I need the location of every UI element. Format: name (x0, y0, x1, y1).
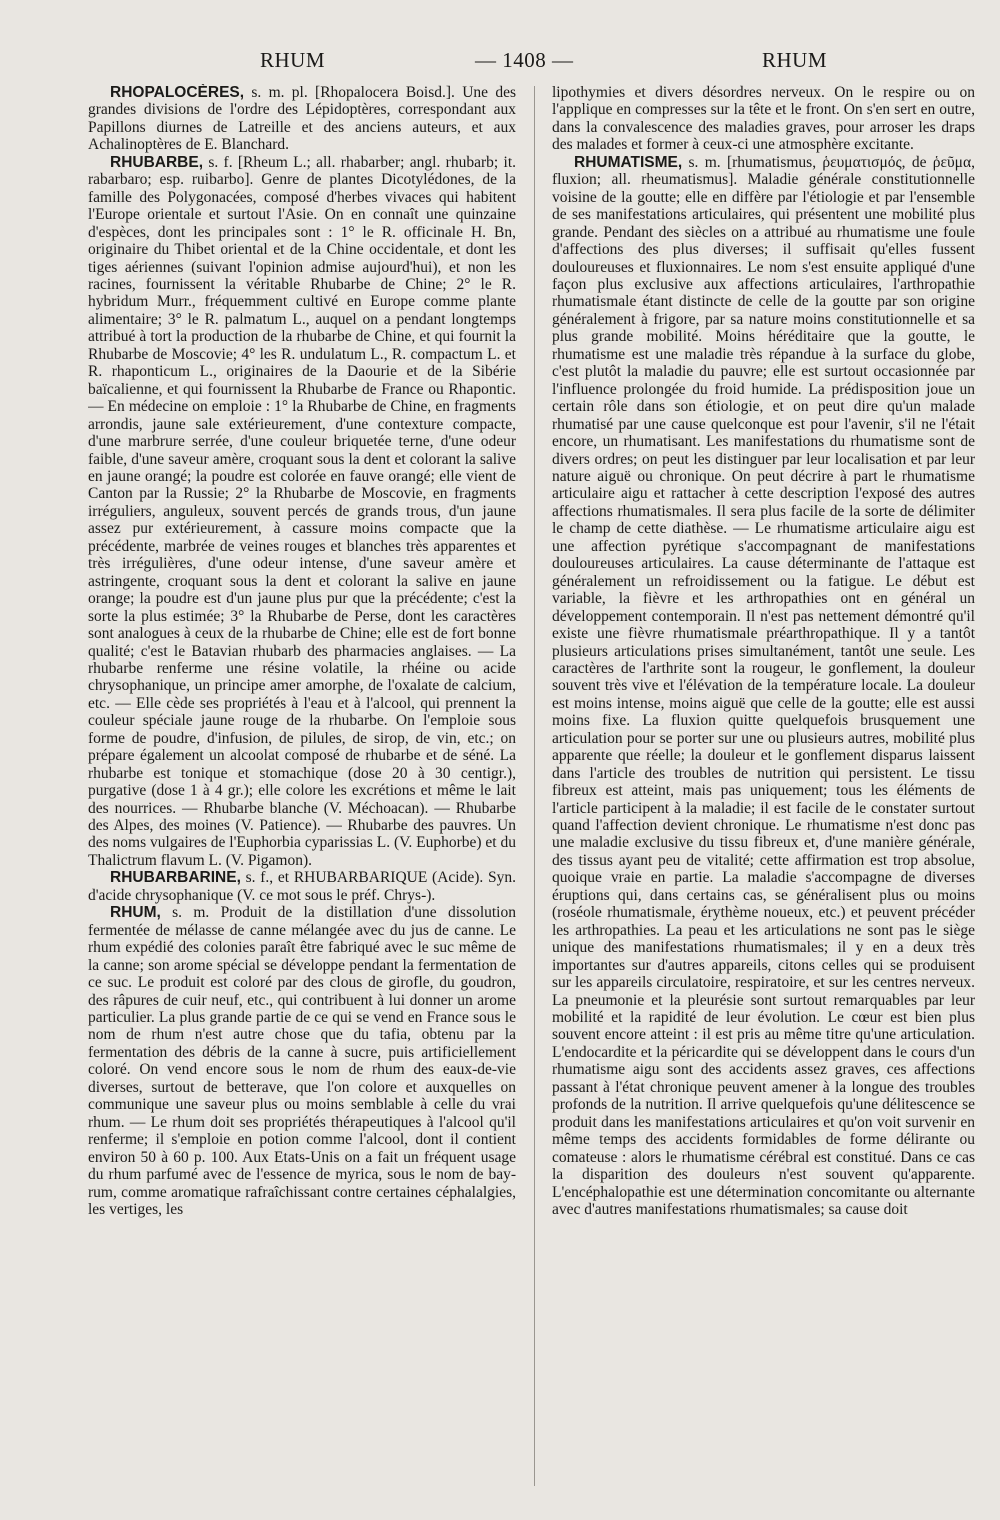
headword: RHUBARBE, (110, 153, 203, 171)
entry-text: s. m. Produit de la distillation d'une dissolution fermentée de mélasse de canne mélangée avec du jus de canne. Le rhum expédié des colonies paraît être fabriqué avec le suc même de la canne; son arome spécial se développe pendant la fermentation de ce suc. Le produit est coloré par des clous de girofle, du goudron, des râpures de cuir neuf, etc., qui contribuent à lui donner un arome particulier. La plus grande partie de ce qui se vend en France sous le nom de rhum n'est autre chose que du tafia, obtenu par la fermentation des débris de la canne à sucre, puis artificiellement coloré. On vend encore sous le nom de rhum des eaux-de-vie diverses, surtout de betterave, que l'on colore et auxquelles on communique une saveur plus ou moins semblable à celle du vrai rhum. — Le rhum doit ses propriétés thérapeutiques à l'alcool qu'il renferme; il s'emploie en potion comme l'alcool, dont il contient environ 50 à 60 p. 100. Aux Etats-Unis on a fait un fréquent usage du rhum parfumé avec de l'essence de myrica, sous le nom de bay-rum, comme aromatique rafraîchissant contre certaines céphalalgies, les vertiges, les (88, 904, 516, 1218)
headword: RHUMATISME, (574, 153, 683, 171)
page-header (0, 48, 1000, 82)
entry-rhopaloceres (88, 84, 516, 154)
entry-rhum-continued (552, 84, 975, 154)
entry-text: s. m. pl. [Rhopalocera Boisd.]. Une des grandes divisions de l'ordre des Lépidoptères, correspondant aux Papillons diurnes de Latreille et des anciens auteurs, et aux Achalinoptères de E. Blanchard. (88, 84, 516, 154)
entry-rhubarbarine (88, 869, 516, 904)
headword: RHOPALOCÈRES, (110, 84, 245, 101)
entry-text: lipothymies et divers désordres nerveux. On le respire ou on l'applique en compresses sur la tête et le front. On s'en sert en outre, dans la convalescence des maladies graves, pour arroser les draps des malades et former à ceux-ci une atmosphère excitante. (552, 84, 975, 154)
left-column (88, 84, 516, 1504)
page-number: — 1408 — (475, 48, 574, 72)
entry-rhumatisme (552, 154, 975, 1219)
entry-rhum (88, 904, 516, 1218)
right-column (552, 84, 975, 1504)
entry-rhubarbe (88, 154, 516, 870)
entry-text: s. f. [Rheum L.; all. rhabarber; angl. rhubarb; it. rabarbaro; esp. ruibarbo]. Genre de plantes Dicotylédones, de la famille des Polygonacées, composé d'herbes vivaces qui habitent l'Europe orientale et surtout l'Asie. On en connaît une quinzaine d'espèces, dont les principales sont : 1° le R. officinale H. Bn, originaire du Thibet oriental et de la Chine occidentale, et dont les tiges aériennes (suivant l'opinion admise aujourd'hui), et non les racines, fournissent la véritable Rhubarbe de Chine; 2° le R. hybridum Murr., fréquemment cultivé en Europe comme plante alimentaire; 3° le R. palmatum L., auquel on a pendant longtemps attribué à tort la production de la rhubarbe de Chine, et qui fournit la Rhubarbe de Moscovie; 4° les R. undulatum L., R. compactum L. et R. rhaponticum L., originaires de la Daourie et de la Sibérie baïcalienne, et qui fournissent la Rhubarbe de France ou Rhapontic. — En médecine on emploie : 1° la Rhubarbe de Chine, en fragments arrondis, jaune sale extérieurement, d'une contexture compacte, d'une marbrure serrée, d'une couleur briquetée terne, d'une odeur faible, d'une saveur amère, croquant sous la dent et colorant la salive en jaune orangé; la poudre est colorée en fauve orangé; elle vient de Canton par la Russie; 2° la Rhubarbe de Moscovie, en fragments irréguliers, anguleux, souvent percés de grands trous, d'un jaune assez pur extérieurement, à cassure moins compacte que la précédente, marbrée de veines rouges et blanches très apparentes et très irrégulières, d'une odeur intense, d'une saveur amère et astringente, croquant sous la dent et colorant la salive en jaune orange; la poudre est d'un jaune plus pur que la précédente; c'est la sorte la plus estimée; 3° la Rhubarbe de Perse, dont les caractères sont analogues à ceux de la rhubarbe de Chine; elle est de fort bonne qualité; c'est le Batavian rhubarb des pharmacies anglaises. — La rhubarbe renferme une résine volatile, la rhéine ou acide chrysophanique, un principe amer amorphe, de l'oxalate de calcium, etc. — Elle cède ses propriétés à l'eau et à l'alcool, qui prennent la couleur spéciale jaune rouge de la rhubarbe. On l'emploie sous forme de poudre, d'infusion, de pilules, de sirop, de vin, etc.; on prépare également un alcoolat composé de rhubarbe et de séné. La rhubarbe est tonique et stomachique (dose 20 à 30 centigr.), purgative (dose 1 à 4 gr.); elle colore les excrétions et même le lait des nourrices. — Rhubarbe blanche (V. Méchoacan). — Rhubarbe des Alpes, des moines (V. Patience). — Rhubarbe des pauvres. Un des noms vulgaires de l'Euphorbia cyparissias L. (V. Euphorbe) et du Thalictrum flavum L. (V. Pigamon). (88, 153, 516, 869)
headword: RHUBARBARINE, (110, 869, 241, 887)
column-divider (534, 86, 535, 1486)
running-head-left: RHUM (260, 48, 326, 72)
entry-text: s. m. [rhumatismus, ῥευματισμός, de ῥεῦμα, fluxion; all. rheumatismus]. Maladie générale constitutionnelle voisine de la goutte; elle en diffère par l'étiologie et par l'ensemble de ses manifestations articulaires, qui présentent une mobilité plus grande. Pendant des siècles on a attribué au rhumatisme une foule d'affections des plus diverses; il suffisait qu'elles fussent douloureuses et fluxionnaires. Le nom s'est ensuite appliqué d'une façon plus exclusive aux affections articulaires, l'arthropathie rhumatismale étant distincte de celle de la goutte par son origine généralement à frigore, par sa nature moins constitutionnelle et sa plus grande mobilité. Moins héréditaire que la goutte, le rhumatisme est une maladie très répandue à la surface du globe, c'est plutôt la maladie du pauvre; elle est surtout occasionnée par l'influence prolongée du froid humide. La prédisposition joue un certain rôle dans son étiologie, et on peut dire qu'un malade rhumatisé par une cause quelconque est pour l'avenir, s'il ne l'était encore, un rhumatisant. Les manifestations du rhumatisme sont de divers ordres; on peut les distinguer par leur localisation et par leur nature aiguë ou chronique. On peut décrire à part le rhumatisme articulaire aigu et rattacher à cette description l'exposé des autres affections rhumatismales. Il sera plus facile de la sorte de délimiter le champ de cette diathèse. — Le rhumatisme articulaire aigu est une affection pyrétique s'accompagnant de manifestations douloureuses articulaires. La cause déterminante de l'attaque est généralement un refroidissement ou la fatigue. Le début est variable, la fièvre et les arthropathies ont en général un développement contemporain. Il n'est pas nettement démontré qu'il existe une fièvre rhumatismale préarthropathique. Il y a tantôt plusieurs articulations prises simultanément, tantôt une seule. Les caractères de l'arthrite sont la rougeur, le gonflement, la douleur souvent très vive et l'élévation de la température locale. La douleur est moins intense, moins aiguë que celle de la goutte; elle est aussi moins fixe. La fluxion quitte quelquefois brusquement une articulation pour se porter sur une ou plusieurs autres, mobilité plus apparente que réelle; la douleur et le gonflement disparus laissent dans l'article des troubles de nutrition qui persistent. Le tissu fibreux est atteint, mais pas uniquement; tous les éléments de l'article participent à la maladie; il est facile de le constater surtout quand l'affection devient chronique. Le rhumatisme n'est donc pas une maladie exclusive du tissu fibreux et, d'une manière générale, des tissus ayant peu de vitalité; cette affirmation est trop absolue, quoique vraie en partie. La maladie s'accompagne de diverses éruptions qui, dans certains cas, se généralisent plus ou moins (roséole rhumatismale, érythème noueux, etc.) et peuvent précéder les arthropathies. La peau et les articulations ne sont pas le siège unique des manifestations rhumatismales; il y en a deux très importantes sur d'autres appareils, citons celles qui se produisent sur les appareils circulatoire, respiratoire, et sur les centres nerveux. La pneumonie et la pleurésie sont surtout remarquables par leur mobilité et la rapidité de leur évolution. Le cœur est bien plus souvent encore atteint : il est pris au même titre qu'une articulation. L'endocardite et la péricardite qui se développent dans le cours d'un rhumatisme aigu sont des accidents assez graves, ces affections passant à l'état chronique peuvent amener à la longue des troubles profonds de la nutrition. Il arrive quelquefois qu'une délitescence se produit dans les manifestations articulaires et qu'on voit survenir en même temps des accidents formidables de forme délirante ou comateuse : alors le rhumatisme cérébral est constitué. Dans ce cas la disparition des douleurs n'est souvent qu'apparente. L'encéphalopathie est une détermination concomitante ou alternante avec d'autres manifestations rhumatismales; sa cause doit (552, 153, 975, 1218)
running-head-right: RHUM (762, 48, 828, 72)
headword: RHUM, (110, 904, 161, 922)
entry-text: s. f., et RHUBARBARIQUE (Acide). Syn. d'acide chrysophanique (V. ce mot sous le préf. Chrys-). (88, 869, 516, 904)
